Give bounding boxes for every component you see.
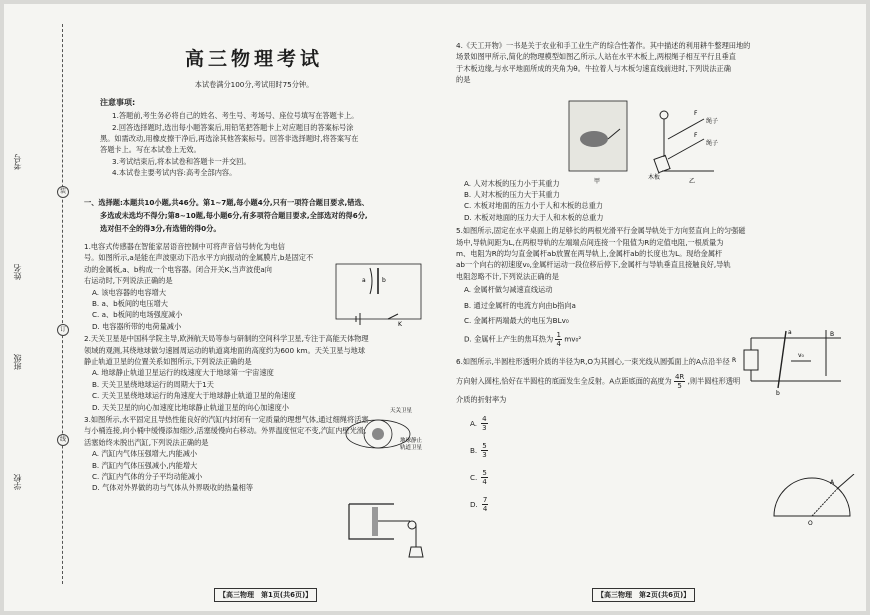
question-text: 场景如图甲所示,简化的物理模型如图乙所示,人站在水平木板上,两根绳子相互平行且垂直 [456, 52, 736, 62]
option-b[interactable]: B. 人对木板的压力大于其重力 [464, 190, 560, 200]
question-text: ab一个向右的初速度v₀,金属杆运动一段位移后停下,金属杆与导轨垂直且接触良好,导轨 [456, 260, 731, 270]
incident-ray [838, 474, 854, 488]
notice-line: 1.答题前,考生务必将自己的姓名、考生号、考场号、座位号填写在答题卡上。 [112, 111, 359, 121]
option-d[interactable]: D. 天关卫星的向心加速度比地球静止轨道卫星的向心加速度小 [92, 402, 289, 412]
label-k: K [398, 321, 402, 326]
rope-1 [668, 119, 704, 139]
exam-info: 本试卷满分100分,考试用时75分钟。 [194, 80, 314, 90]
fraction [482, 496, 488, 513]
option-b[interactable]: B. a、b板间的电压增大 [92, 298, 168, 308]
semicircle-figure [766, 474, 866, 530]
class-field[interactable]: 班级 [13, 354, 22, 370]
label-b: b [776, 390, 780, 396]
option-d[interactable]: D. 气体对外界做的功与气体从外界吸收的热量相等 [92, 483, 254, 493]
notice-line: 黑。如需改动,用橡皮擦干净后,再选涂其他答案标号。回答非选择题时,将答案写在 [100, 134, 359, 144]
question-text: 的是 [456, 75, 471, 85]
question-text: 介质的折射率为 [456, 394, 507, 404]
option-label: D. [470, 500, 478, 510]
question-text: 号。如图所示,a是能在声波驱动下沿水平方向振动的金属膜片,b是固定不 [84, 253, 314, 263]
label-f: F [694, 132, 698, 139]
option-c[interactable]: C. 金属杆两端最大的电压为BLv₀ [464, 316, 569, 326]
option-a[interactable]: A. 地球静止轨道卫星运行的线速度大于地球第一宇宙速度 [92, 368, 274, 378]
gap [366, 266, 382, 296]
board [654, 155, 670, 172]
rail-circuit-figure [726, 326, 846, 396]
label-a: a [788, 329, 792, 336]
binding-mark: 装 [57, 186, 69, 198]
footer-page-2: 【高三物理 第2页(共6页)】 [592, 588, 695, 602]
option-c[interactable]: C. a、b板间的电场强度减小 [92, 310, 183, 320]
capacitor-circuit-figure [326, 256, 426, 326]
page-title: 高三物理考试 [184, 48, 323, 70]
label-field: B [830, 331, 835, 338]
option-b[interactable]: B. 通过金属杆的电流方向由b指向a [464, 300, 576, 310]
notice-line: 4.本试卷主要考试内容:高考全部内容。 [112, 168, 237, 178]
option-d-tail: mv₀² [564, 334, 582, 343]
section-header [84, 197, 424, 235]
numerator: 5 [482, 469, 487, 478]
label-a: a [362, 277, 366, 284]
cylinder-figure [344, 499, 429, 564]
question-text: 1.电容式传感器在智能家居语音控制中可将声音信号转化为电信 [84, 241, 285, 251]
numerator: 7 [482, 496, 488, 505]
label-v0: v₀ [798, 352, 804, 359]
fraction [481, 442, 487, 459]
label-static-2: 轨道卫星 [400, 445, 423, 451]
option-d-text: D. 金属杆上产生的焦耳热为 [464, 334, 554, 343]
fraction [555, 331, 561, 348]
question-text: m、电阻为R的均匀直金属杆ab放置在两导轨上,金属杆ab的长度也为L。现给金属杆 [456, 249, 723, 259]
option-a[interactable]: A. 该电容器的电容增大 [92, 287, 167, 297]
option-a[interactable]: A. 人对木板的压力小于其重力 [464, 178, 560, 188]
question-text: 活塞始终未脱出汽缸,下列说法正确的是 [84, 437, 209, 447]
option-label: A. [470, 419, 478, 429]
exam-number-field[interactable]: 考号 [13, 154, 22, 170]
question-text: 领域的观测,其绕地球做匀速圆周运动的轨道离地面的高度约为600 km。天关卫星与地球 [84, 345, 366, 355]
label-b: b [382, 277, 386, 284]
switch-icon [388, 314, 398, 319]
section-line: 一、选择题:本题共10小题,共46分。第1~7题,每小题4分,只有一项符合题目要求,错选、 [84, 197, 369, 207]
label-o: O [808, 520, 813, 527]
light-ray [812, 488, 838, 516]
binding-mark: 订 [57, 324, 69, 336]
option-b[interactable] [456, 442, 856, 459]
label-r: R [732, 357, 737, 364]
option-a[interactable]: A. 汽缸内气体压强增大,内能减小 [92, 449, 198, 459]
option-label: B. [470, 446, 478, 456]
option-d[interactable]: D. 木板对地面的压力大于人和木板的总重力 [464, 212, 604, 222]
label-f: F [694, 110, 698, 117]
denominator: 3 [482, 424, 487, 433]
label-rope: 绳子 [706, 118, 719, 125]
name-field[interactable]: 姓名 [13, 264, 22, 280]
notice-line: 答题卡上。写在本试卷上无效。 [100, 145, 201, 155]
ox-icon [580, 131, 608, 147]
question-text: 动的金属板,a、b构成一个电容器。闭合开关K,当声波使a向 [84, 264, 272, 274]
question-2 [84, 333, 424, 413]
option-b[interactable]: B. 汽缸内气体压强减小,内能增大 [92, 460, 198, 470]
question-text: 右运动时,下列说法正确的是 [84, 276, 173, 286]
binding-line [62, 24, 63, 584]
section-line: 多选或未选均不得分;第8~10题,每小题6分,有多项符合题目要求,全部选对的得6分, [100, 211, 368, 221]
page-2 [456, 18, 856, 513]
orbit-figure [340, 404, 430, 464]
denominator: 4 [482, 478, 487, 487]
section-line: 选对但不全的得3分,有选错的得0分。 [100, 224, 221, 234]
numerator: 4 [482, 415, 487, 424]
earth-icon [372, 428, 384, 440]
question-text: 电阻忽略不计,下列说法正确的是 [456, 271, 559, 281]
school-field[interactable]: 学校 [13, 474, 22, 490]
label-rope: 绳子 [706, 140, 719, 147]
resistor-icon [744, 350, 758, 370]
question-text: 3.如图所示,水平固定且导热性能良好的汽缸内封闭有一定质量的理想气体,通过细绳将活塞 [84, 414, 369, 424]
label-jia: 甲 [594, 178, 601, 185]
option-c[interactable]: C. 木板对地面的压力小于人和木板的总重力 [464, 201, 603, 211]
option-d[interactable]: D. 电容器所带的电荷量减小 [92, 321, 182, 331]
denominator: 4 [556, 339, 561, 348]
denominator: 4 [482, 505, 488, 514]
question-text: 场中,导轨间距为L,在两根导轨的左端端点间连接一个阻值为R的定值电阻,一根质量为 [456, 237, 724, 247]
question-1 [84, 241, 334, 332]
option-a[interactable] [456, 415, 856, 432]
question-text: 4.《天工开物》一书是关于农业和手工业生产的综合性著作。其中描述的利用耕牛整理田地的 [456, 41, 751, 50]
question-text: 2.天关卫星是中国科学院主导,欧洲航天局等参与研制的空间科学卫星,专注于高能天体物理 [84, 334, 369, 344]
label-tianguan: 天关卫星 [390, 408, 413, 414]
option-c[interactable]: C. 天关卫星绕地球运行的角速度大于地球静止轨道卫星的角速度 [92, 391, 296, 401]
label-a: A [830, 479, 835, 486]
footer-page-1: 【高三物理 第1页(共6页)】 [214, 588, 317, 602]
option-c[interactable]: C. 汽缸内气体的分子平均动能减小 [92, 472, 203, 481]
label-yi: 乙 [689, 178, 696, 185]
fraction [481, 469, 487, 486]
binding-mark: 线 [57, 434, 69, 446]
pulley-icon [408, 521, 416, 529]
exam-sheet [4, 4, 866, 611]
question-text: 静止轨道卫星的位置关系如图所示,下列说法正确的是 [84, 356, 252, 366]
bucket-icon [409, 547, 423, 557]
question-text: 与小桶连接,向小桶中缓慢添加细沙,活塞缓慢向右移动。外界温度恒定不变,汽缸内壁光滑, [84, 426, 367, 436]
option-label: C. [470, 473, 478, 483]
numerator: 1 [556, 330, 561, 339]
question-text: 6.如图所示,半圆柱形透明介质的半径为R,O为其圆心,一束光线从圆弧面上的A点沿半径 [456, 356, 730, 366]
option-b[interactable]: B. 天关卫星绕地球运行的周期大于1天 [92, 379, 214, 389]
semicircle [774, 478, 850, 516]
fraction [674, 373, 685, 390]
denominator: 3 [482, 451, 487, 460]
question-text-part: ,则半圆柱形透明 [687, 376, 741, 386]
plowing-figure [564, 99, 744, 187]
rope-2 [668, 139, 704, 159]
question-text: 于木板边缘,与水平地面所成的夹角为θ。牛拉着人与木板匀速直线前进时,下列说法正确 [456, 63, 731, 73]
question-text-part: 方向射入圆柱,恰好在半圆柱的底面发生全反射。A点距底面的高度为 [456, 376, 672, 386]
notice-heading: 注意事项: [100, 97, 136, 107]
notice-line: 3.考试结束后,将本试卷和答题卡一并交回。 [112, 156, 251, 166]
fraction [481, 415, 487, 432]
person-head [660, 111, 668, 119]
numerator: 5 [482, 442, 487, 451]
denominator: 5 [677, 381, 682, 390]
question-text: 5.如图所示,固定在水平桌面上的足够长的两根光滑平行金属导轨处于方向竖直向上的匀强磁 [456, 226, 746, 236]
notice-line: 2.回答选择题时,选出每小题答案后,用铅笔把答题卡上对应题目的答案标号涂 [112, 122, 354, 132]
option-a[interactable]: A. 金属杆做匀减速直线运动 [464, 285, 553, 295]
piston [372, 507, 378, 536]
label-static: 地球静止 [400, 438, 423, 444]
metal-rod [778, 331, 786, 388]
label-board: 木板 [648, 174, 661, 181]
numerator: 4R [674, 372, 685, 381]
binding-spine [12, 24, 72, 584]
